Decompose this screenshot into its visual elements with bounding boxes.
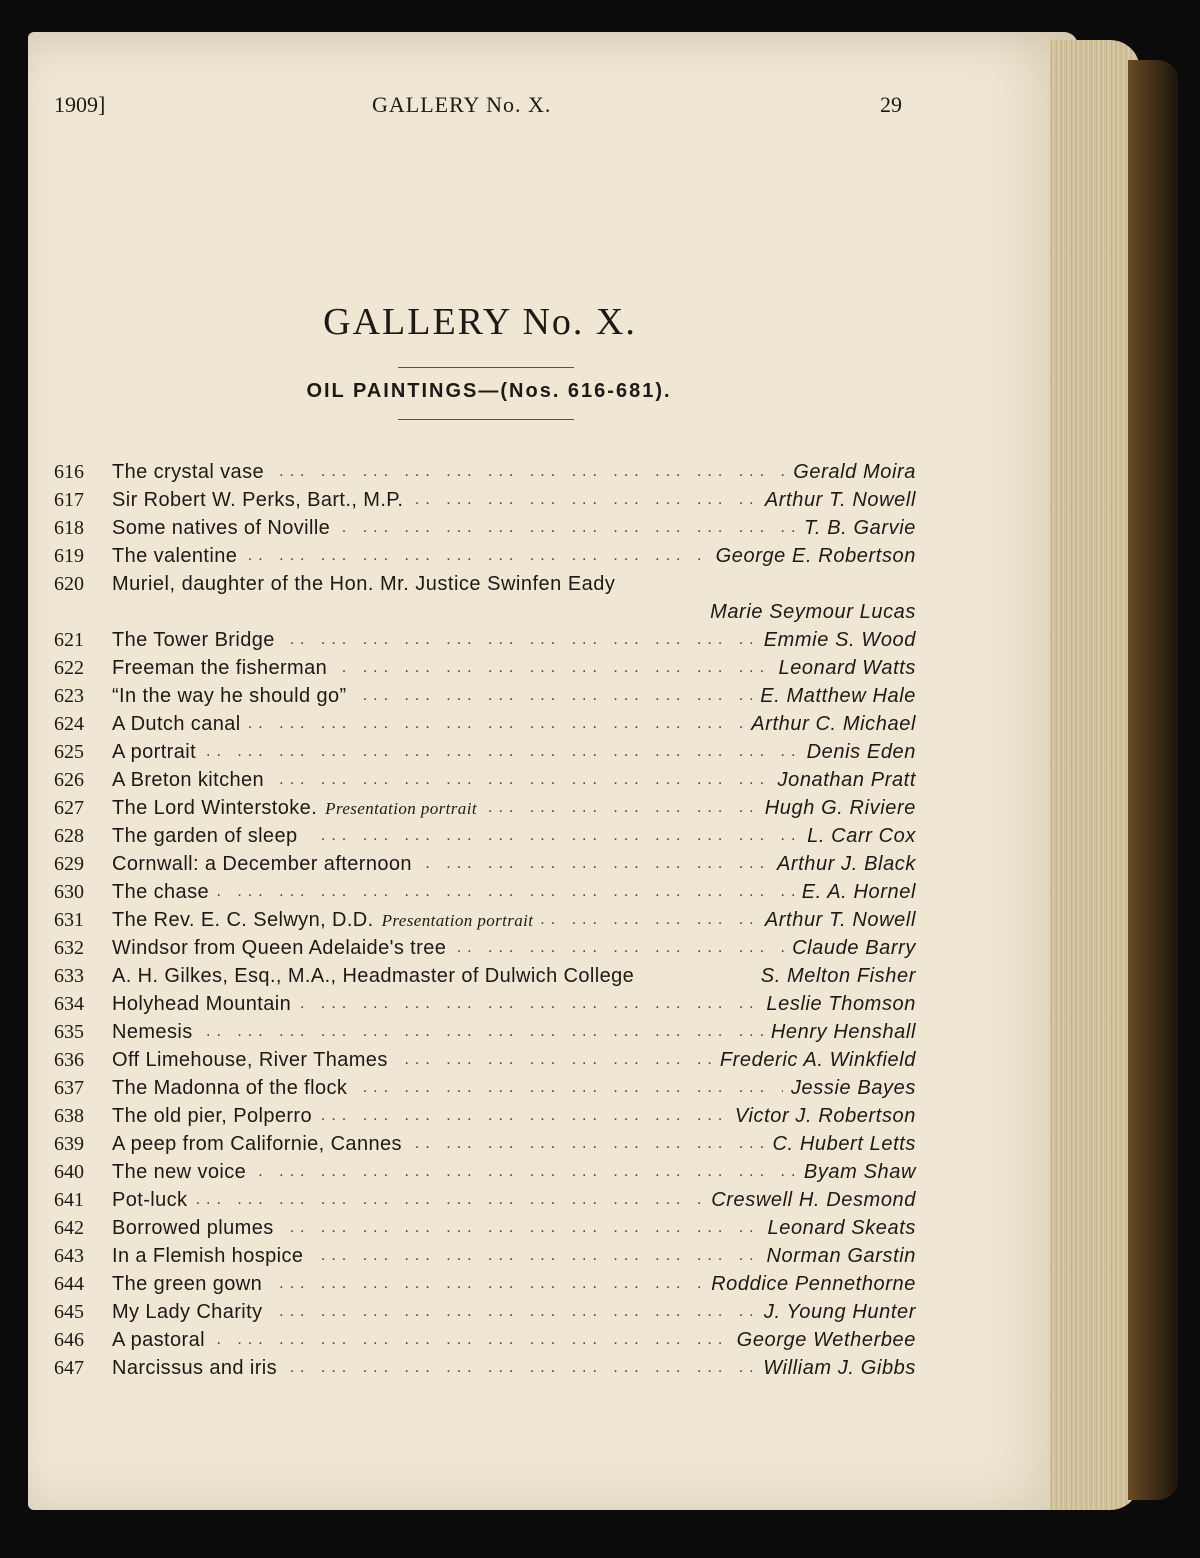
entry-artist: Claude Barry xyxy=(784,934,916,962)
entry-number: 632 xyxy=(54,937,84,959)
entry-title: Nemesis xyxy=(112,1018,201,1046)
entry-title: The Madonna of the flock xyxy=(112,1074,355,1102)
entry-artist: Leonard Watts xyxy=(770,654,916,682)
entry-title: The new voice xyxy=(112,1158,254,1186)
page-title: GALLERY No. X. xyxy=(323,301,637,343)
entry-title: In a Flemish hospice xyxy=(112,1242,311,1270)
entry-artist: Victor J. Robertson xyxy=(727,1102,916,1130)
entry-title: Sir Robert W. Perks, Bart., M.P. xyxy=(112,486,411,514)
entry-artist: S. Melton Fisher xyxy=(753,962,916,990)
entry-artist: E. Matthew Hale xyxy=(752,682,916,710)
entry-number: 646 xyxy=(54,1329,84,1351)
entry-artist: Emmie S. Wood xyxy=(756,626,916,654)
entry-artist: Denis Eden xyxy=(799,738,916,766)
entry-artist: Jessie Bayes xyxy=(783,1074,916,1102)
entry-artist: Gerald Moira xyxy=(785,458,916,486)
entry-artist: E. A. Hornel xyxy=(794,878,916,906)
running-head-year: 1909] xyxy=(54,92,106,117)
entry-title: A peep from Californie, Cannes xyxy=(112,1130,410,1158)
catalogue-list xyxy=(54,458,916,1382)
entry-number: 627 xyxy=(54,797,84,819)
entry-artist: Norman Garstin xyxy=(758,1242,916,1270)
entry-artist: George Wetherbee xyxy=(729,1326,916,1354)
entry-artist: Arthur T. Nowell xyxy=(757,906,916,934)
entry-number: 625 xyxy=(54,741,84,763)
entry-title: Cornwall: a December afternoon xyxy=(112,850,420,878)
entry-number: 629 xyxy=(54,853,84,875)
entry-number: 622 xyxy=(54,657,84,679)
entry-title: The crystal vase xyxy=(112,458,272,486)
entry-title: The garden of sleep xyxy=(112,822,306,850)
entry-number: 630 xyxy=(54,881,84,903)
entry-title xyxy=(112,794,485,823)
divider-rule xyxy=(398,367,574,368)
entry-artist: Byam Shaw xyxy=(796,1158,916,1186)
entry-number: 640 xyxy=(54,1161,84,1183)
entry-title: A pastoral xyxy=(112,1326,213,1354)
running-head-title: GALLERY No. X. xyxy=(372,92,552,117)
entry-number: 639 xyxy=(54,1133,84,1155)
entry-title: My Lady Charity xyxy=(112,1298,271,1326)
entry-title: A Breton kitchen xyxy=(112,766,272,794)
entry-number: 631 xyxy=(54,909,84,931)
entry-title: Pot-luck xyxy=(112,1186,195,1214)
entry-artist: L. Carr Cox xyxy=(799,822,916,850)
entry-title: Freeman the fisherman xyxy=(112,654,335,682)
entry-artist: Leslie Thomson xyxy=(758,990,916,1018)
entry-number: 636 xyxy=(54,1049,84,1071)
entry-artist: Jonathan Pratt xyxy=(770,766,917,794)
entry-number: 635 xyxy=(54,1021,84,1043)
entry-artist: Arthur T. Nowell xyxy=(757,486,916,514)
entry-artist: Frederic A. Winkfield xyxy=(712,1046,916,1074)
entry-title: Windsor from Queen Adelaide's tree xyxy=(112,934,454,962)
entry-number: 617 xyxy=(54,489,84,511)
entry-number: 619 xyxy=(54,545,84,567)
section-subtitle: OIL PAINTINGS—(Nos. 616-681). xyxy=(306,380,672,402)
entry-number: 616 xyxy=(54,461,84,483)
divider-rule xyxy=(398,419,574,420)
entry-title-text: The Lord Winterstoke. xyxy=(112,797,318,819)
entry-note: Presentation portrait xyxy=(381,911,534,930)
entry-artist: Roddice Pennethorne xyxy=(703,1270,916,1298)
entry-number: 634 xyxy=(54,993,84,1015)
entry-artist: J. Young Hunter xyxy=(756,1298,916,1326)
entry-artist: Hugh G. Riviere xyxy=(757,794,916,822)
entry-title: Some natives of Noville xyxy=(112,514,338,542)
entry-artist: Creswell H. Desmond xyxy=(703,1186,916,1214)
entry-number: 626 xyxy=(54,769,84,791)
entry-artist: Henry Henshall xyxy=(763,1018,916,1046)
entry-artist: C. Hubert Letts xyxy=(764,1130,916,1158)
entry-title: Narcissus and iris xyxy=(112,1354,285,1382)
entry-artist: T. B. Garvie xyxy=(796,514,916,542)
entry-title: “In the way he should go” xyxy=(112,682,355,710)
page-number: 29 xyxy=(880,92,902,117)
page-fore-edge xyxy=(1050,40,1140,1510)
entry-artist: Leonard Skeats xyxy=(760,1214,917,1242)
entry-title: Muriel, daughter of the Hon. Mr. Justice Swinfen Eady xyxy=(112,570,623,598)
entry-title: The green gown xyxy=(112,1270,270,1298)
entry-title: Holyhead Mountain xyxy=(112,990,299,1018)
book-cover-edge xyxy=(1128,60,1178,1500)
entry-title: The old pier, Polperro xyxy=(112,1102,320,1130)
entry-number: 620 xyxy=(54,573,84,595)
leader-dots xyxy=(112,738,916,766)
entry-number: 638 xyxy=(54,1105,84,1127)
entry-number: 641 xyxy=(54,1189,84,1211)
entry-title: A portrait xyxy=(112,738,204,766)
running-head xyxy=(0,92,1200,122)
entry-title: A Dutch canal xyxy=(112,710,249,738)
entry-title: Off Limehouse, River Thames xyxy=(112,1046,396,1074)
entry-number: 643 xyxy=(54,1245,84,1267)
entry-title: A. H. Gilkes, Esq., M.A., Headmaster of Dulwich College xyxy=(112,962,642,990)
entry-number: 621 xyxy=(54,629,84,651)
entry-number: 633 xyxy=(54,965,84,987)
entry-number: 624 xyxy=(54,713,84,735)
entry-number: 647 xyxy=(54,1357,84,1379)
entry-artist: William J. Gibbs xyxy=(755,1354,916,1382)
entry-number: 618 xyxy=(54,517,84,539)
entry-artist: Arthur C. Michael xyxy=(743,710,916,738)
entry-number: 644 xyxy=(54,1273,84,1295)
entry-artist: George E. Robertson xyxy=(708,542,916,570)
entry-number: 637 xyxy=(54,1077,84,1099)
entry-title: The valentine xyxy=(112,542,245,570)
entry-note: Presentation portrait xyxy=(325,799,477,818)
entry-title: The chase xyxy=(112,878,217,906)
entry-title: The Tower Bridge xyxy=(112,626,283,654)
entry-artist: Arthur J. Black xyxy=(769,850,916,878)
entry-number: 628 xyxy=(54,825,84,847)
entry-title-text: The Rev. E. C. Selwyn, D.D. xyxy=(112,909,374,931)
entry-artist: Marie Seymour Lucas xyxy=(710,598,916,626)
entry-number: 645 xyxy=(54,1301,84,1323)
entry-number: 623 xyxy=(54,685,84,707)
entry-number: 642 xyxy=(54,1217,84,1239)
entry-title: Borrowed plumes xyxy=(112,1214,282,1242)
entry-title xyxy=(112,906,541,935)
